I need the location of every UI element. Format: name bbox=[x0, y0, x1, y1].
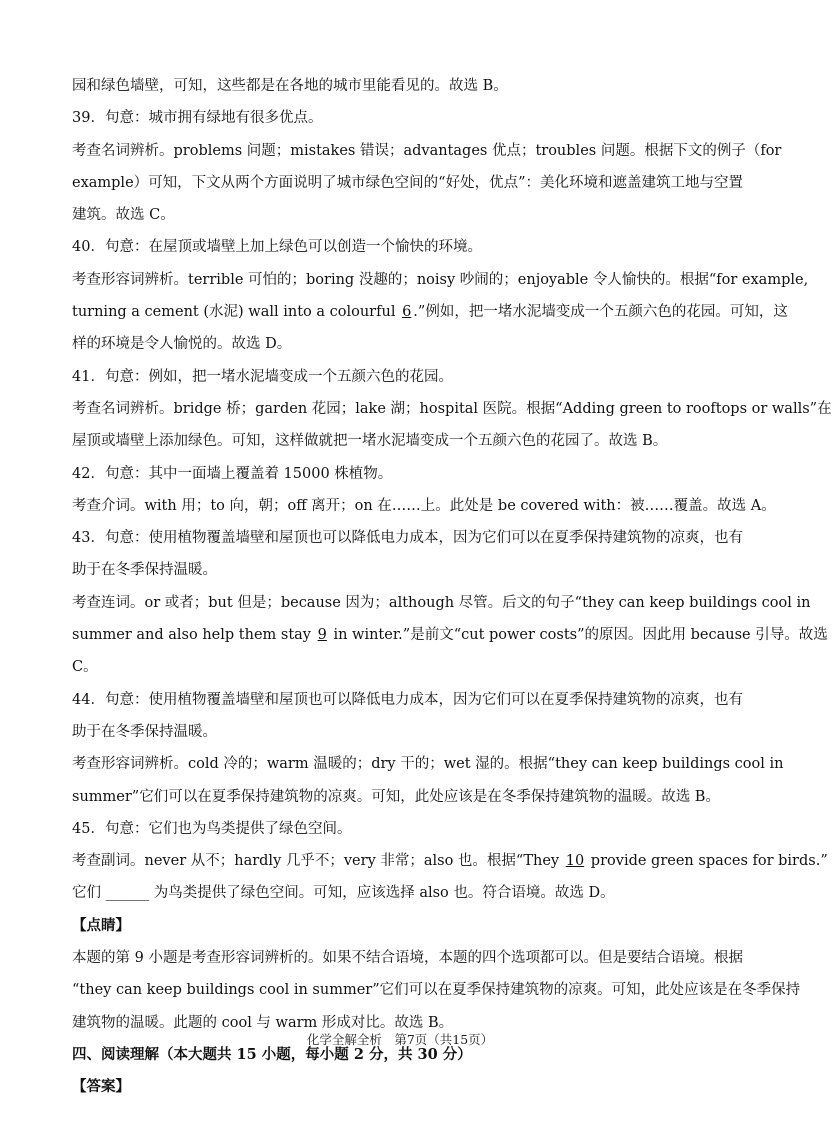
text-line: 考查形容词辨析。terrible 可怕的；boring 没趣的；noisy 吵闹的；enjoyable 令人愉快的。根据“for example, bbox=[72, 271, 809, 288]
question-40-meaning: 40．句意：在屋顶或墙壁上加上绿色可以创造一个愉快的环境。 bbox=[72, 239, 482, 256]
text-line: 园和绿色墙壁，可知，这些都是在各地的城市里能看见的。故选 B。 bbox=[72, 78, 508, 94]
question-43-meaning: 43．句意：使用植物覆盖墙壁和屋顶也可以降低电力成本，因为它们可以在夏季保持建筑物的凉爽，也有 bbox=[72, 530, 743, 547]
text-line: 考查连词。or 或者；but 但是；because 因为；although 尽管。后文的句子“they can keep buildings cool in bbox=[72, 594, 811, 611]
question-45-meaning: 45．句意：它们也为鸟类提供了绿色空间。 bbox=[72, 820, 352, 837]
text-segment: .”例如，把一堵水泥墙变成一个五颜六色的花园。可知，这 bbox=[413, 304, 788, 321]
text-line: 考查名词辨析。bridge 桥；garden 花园；lake 湖；hospital 医院。根据“Adding green to rooftops or walls”在 bbox=[72, 400, 832, 417]
text-segment: 它们 bbox=[72, 885, 106, 902]
section-heading-reading: 四、阅读理解（本大题共 15 小题，每小题 2 分，共 30 分） bbox=[72, 1045, 472, 1063]
question-39-meaning: 39．句意：城市拥有绿地有很多优点。 bbox=[72, 110, 323, 127]
text-segment: summer and also help them stay bbox=[72, 627, 316, 644]
text-segment: 为鸟类提供了绿色空间。可知，应该选择 also 也。符合语境。故选 D。 bbox=[149, 885, 615, 902]
text-segment: turning a cement (水泥) wall into a colourful bbox=[72, 304, 401, 321]
text-line bbox=[72, 877, 732, 909]
text-line: 本题的第 9 小题是考查形容词辨析的。如果不结合语境，本题的四个选项都可以。但是要结合语境。根据 bbox=[72, 950, 743, 967]
text-line: 屋顶或墙壁上添加绿色。可知，这样做就把一堵水泥墙变成一个五颜六色的花园了。故选 B。 bbox=[72, 433, 668, 450]
text-line: 考查形容词辨析。cold 冷的；warm 温暖的；dry 干的；wet 湿的。根据“they can keep buildings cool in bbox=[72, 756, 784, 773]
section-heading-key-points: 【点睛】 bbox=[72, 916, 130, 934]
question-42-meaning: 42．句意：其中一面墙上覆盖着 15000 株植物。 bbox=[72, 465, 393, 482]
answer-heading: 【答案】 bbox=[72, 1078, 130, 1096]
text-line: 助于在冬季保持温暖。 bbox=[72, 562, 217, 579]
text-line: 考查介词。with 用；to 向，朝；off 离开；on 在……上。此处是 be covered with：被……覆盖。故选 A。 bbox=[72, 497, 776, 514]
text-line: “they can keep buildings cool in summer”它们可以在夏季保持建筑物的凉爽。可知，此处应该是在冬季保持 bbox=[72, 982, 801, 999]
text-line: 建筑。故选 C。 bbox=[72, 207, 175, 224]
text-line: example）可知，下文从两个方面说明了城市绿色空间的“好处，优点”：美化环境和遮盖建筑工地与空置 bbox=[72, 174, 743, 191]
page-footer: 化学全解全析 第7页（共15页） bbox=[306, 1032, 494, 1047]
blank-10: 10 bbox=[565, 853, 585, 870]
text-segment: 考查副词。never 从不；hardly 几乎不；very 非常；also 也。根据“They bbox=[72, 853, 560, 870]
question-41-meaning: 41．句意：例如，把一堵水泥墙变成一个五颜六色的花园。 bbox=[72, 368, 453, 385]
text-line: 助于在冬季保持温暖。 bbox=[72, 723, 217, 740]
text-line: 样的环境是令人愉悦的。故选 D。 bbox=[72, 336, 292, 353]
text-line bbox=[72, 296, 788, 328]
text-line: 建筑物的温暖。此题的 cool 与 warm 形成对比。故选 B。 bbox=[72, 1014, 454, 1031]
text-line: C。 bbox=[72, 659, 98, 676]
text-line: 考查名词辨析。problems 问题；mistakes 错误；advantages 优点；troubles 问题。根据下文的例子（for bbox=[72, 142, 782, 159]
blank-6: 6 bbox=[402, 304, 412, 321]
text-line bbox=[72, 619, 828, 651]
text-segment: provide green spaces for birds.” bbox=[586, 853, 828, 870]
question-44-meaning: 44．句意：使用植物覆盖墙壁和屋顶也可以降低电力成本，因为它们可以在夏季保持建筑物的凉爽，也有 bbox=[72, 691, 743, 708]
document-body bbox=[72, 70, 832, 1104]
blank-placeholder: ______ bbox=[105, 885, 150, 902]
blank-9: 9 bbox=[317, 627, 327, 644]
text-line: summer”它们可以在夏季保持建筑物的凉爽。可知，此处应该是在冬季保持建筑物的温暖。故选 B。 bbox=[72, 788, 720, 805]
text-line bbox=[72, 845, 828, 877]
text-segment: in winter.”是前文“cut power costs”的原因。因此用 because 引导。故选 bbox=[328, 627, 828, 644]
